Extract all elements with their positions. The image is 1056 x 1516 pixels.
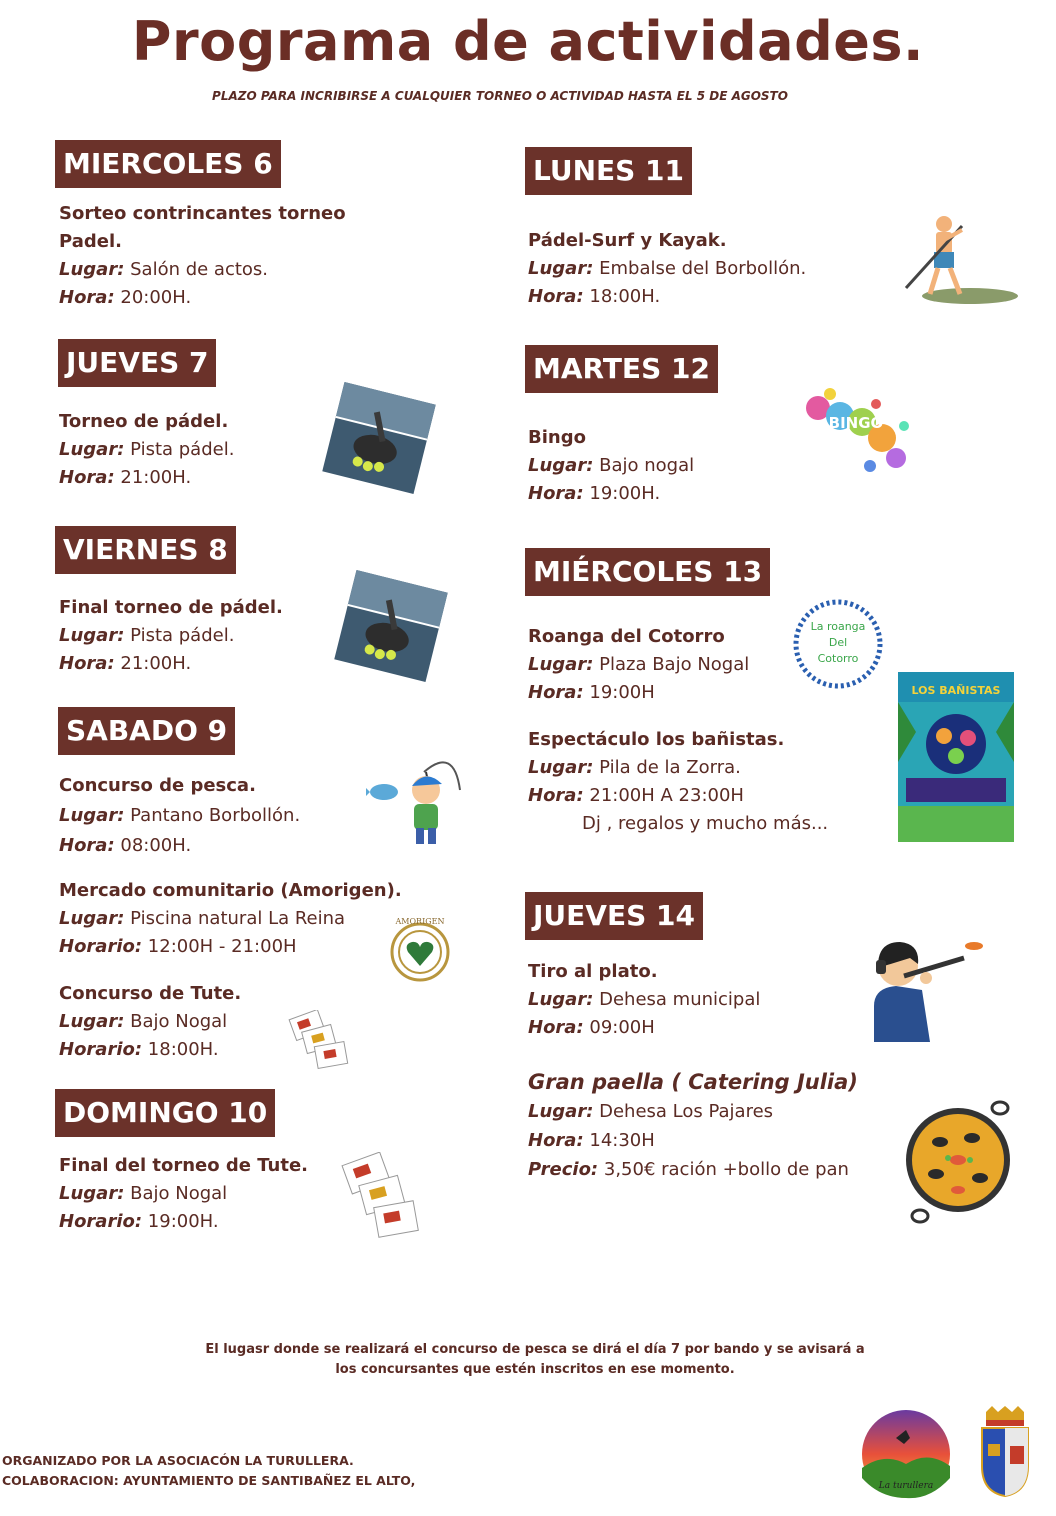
hora-value: 14:30H — [583, 1130, 655, 1151]
activity-name-cont: Padel. — [59, 231, 122, 252]
activity-roanga — [528, 623, 749, 707]
activity-name: Torneo de pádel. — [59, 411, 229, 432]
pesca-location-note — [150, 1340, 920, 1380]
banistas-lettering: LOS BAÑISTAS — [911, 684, 1001, 697]
roanga-logo — [792, 598, 884, 690]
lugar-label: Lugar: — [59, 625, 125, 646]
activity-name: Gran paella ( Catering Julia) — [528, 1070, 858, 1094]
activity-pesca — [59, 771, 300, 861]
hora-label: Hora: — [528, 682, 584, 703]
precio-label: Precio: — [528, 1159, 599, 1180]
hora-label: Hora: — [59, 653, 115, 674]
lugar-value: Piscina natural La Reina — [124, 908, 346, 929]
fishing-kid-icon — [366, 750, 466, 850]
horario-value: 19:00H. — [142, 1211, 219, 1232]
hora-value: 19:00H. — [583, 483, 661, 504]
collaboration-text: COLABORACION: AYUNTAMIENTO DE SANTIBAÑEZ EL ALTO, — [2, 1473, 416, 1488]
activity-name: Pádel-Surf y Kayak. — [528, 230, 727, 251]
hora-label: Hora: — [528, 286, 584, 307]
activity-tute — [59, 980, 241, 1064]
padel-court-photo — [320, 382, 438, 494]
day-header-lunes-11: LUNES 11 — [525, 147, 692, 195]
turullera-logo — [860, 1408, 952, 1500]
note-line-2: los concursantes que estén inscritos en ese momento. — [335, 1362, 735, 1377]
lugar-value: Pantano Borbollón. — [124, 805, 301, 826]
horario-label: Horario: — [59, 1039, 143, 1060]
activity-final-tute — [59, 1152, 308, 1236]
lugar-label: Lugar: — [528, 989, 594, 1010]
activity-bingo — [528, 424, 694, 508]
day-header-sabado-9: SABADO 9 — [58, 707, 235, 755]
town-coat-of-arms — [978, 1406, 1032, 1498]
activity-torneo-padel — [59, 408, 234, 492]
hora-label: Hora: — [59, 467, 115, 488]
activity-sorteo — [59, 200, 346, 312]
lugar-label: Lugar: — [59, 805, 125, 826]
day-header-miercoles-6: MIERCOLES 6 — [55, 140, 281, 188]
activity-banistas — [528, 726, 828, 838]
registration-deadline: PLAZO PARA INCRIBIRSE A CUALQUIER TORNEO O ACTIVIDAD HASTA EL 5 DE AGOSTO — [212, 89, 788, 103]
lugar-label: Lugar: — [59, 259, 125, 280]
hora-value: 08:00H. — [114, 835, 192, 856]
lugar-value: Pista pádel. — [124, 625, 235, 646]
hora-label: Hora: — [59, 835, 115, 856]
lugar-value: Plaza Bajo Nogal — [593, 654, 750, 675]
activity-name: Final del torneo de Tute. — [59, 1155, 309, 1176]
playing-cards-icon — [340, 1152, 430, 1248]
activity-name: Concurso de Tute. — [59, 983, 242, 1004]
activity-name: Roanga del Cotorro — [528, 626, 725, 647]
activity-paella — [528, 1068, 858, 1184]
lugar-value: Bajo nogal — [593, 455, 695, 476]
activity-final-padel — [59, 594, 283, 678]
lugar-value: Pista pádel. — [124, 439, 235, 460]
padel-racket-photo — [332, 570, 450, 682]
lugar-value: Bajo Nogal — [124, 1011, 228, 1032]
hora-label: Hora: — [528, 1017, 584, 1038]
lugar-value: Embalse del Borbollón. — [593, 258, 807, 279]
bingo-balls-icon — [800, 386, 912, 478]
activity-name: Final torneo de pádel. — [59, 597, 283, 618]
hora-value: 21:00H. — [114, 653, 192, 674]
paella-pan-icon — [900, 1098, 1010, 1224]
hora-value: 18:00H. — [583, 286, 661, 307]
amorigen-lettering: AMORIGEN — [395, 917, 445, 926]
activity-name: Tiro al plato. — [528, 961, 658, 982]
hora-label: Hora: — [59, 287, 115, 308]
day-header-viernes-8: VIERNES 8 — [55, 526, 236, 574]
lugar-label: Lugar: — [59, 1011, 125, 1032]
lugar-label: Lugar: — [528, 1101, 594, 1122]
roanga-lettering-1: La roanga — [810, 620, 866, 633]
page-title: Programa de actividades. — [131, 10, 925, 73]
hora-value: 09:00H — [583, 1017, 655, 1038]
activity-tiro — [528, 958, 760, 1042]
lugar-label: Lugar: — [528, 757, 594, 778]
day-header-jueves-7: JUEVES 7 — [58, 339, 216, 387]
activity-name: Bingo — [528, 427, 586, 448]
day-header-miercoles-13: MIÉRCOLES 13 — [525, 548, 770, 596]
day-header-jueves-14: JUEVES 14 — [525, 892, 703, 940]
hora-value: 20:00H. — [114, 287, 192, 308]
hora-label: Hora: — [528, 1130, 584, 1151]
hora-label: Hora: — [528, 785, 584, 806]
lugar-label: Lugar: — [59, 908, 125, 929]
activity-mercado — [59, 877, 402, 961]
playing-cards-icon — [288, 1010, 358, 1078]
lugar-label: Lugar: — [59, 439, 125, 460]
horario-label: Horario: — [59, 936, 143, 957]
precio-value: 3,50€ ración +bollo de pan — [598, 1159, 849, 1180]
amorigen-logo — [386, 914, 454, 984]
activity-name: Sorteo contrincantes torneo — [59, 203, 346, 224]
hora-label: Hora: — [528, 483, 584, 504]
lugar-value: Salón de actos. — [124, 259, 269, 280]
organizer-text: ORGANIZADO POR LA ASOCIACÓN LA TURULLERA. — [2, 1453, 354, 1468]
day-header-domingo-10: DOMINGO 10 — [55, 1089, 275, 1137]
activity-kayak — [528, 227, 806, 311]
lugar-value: Bajo Nogal — [124, 1183, 228, 1204]
day-header-martes-12: MARTES 12 — [525, 345, 718, 393]
note-line-1: El lugasr donde se realizará el concurso de pesca se dirá el día 7 por bando y se avisará a — [205, 1342, 865, 1357]
activity-name: Mercado comunitario (Amorigen). — [59, 880, 402, 901]
lugar-label: Lugar: — [528, 654, 594, 675]
horario-value: 18:00H. — [142, 1039, 219, 1060]
hora-value: 19:00H — [583, 682, 655, 703]
activity-extra: Dj , regalos y mucho más... — [582, 813, 829, 834]
lugar-value: Dehesa Los Pajares — [593, 1101, 774, 1122]
activity-name: Espectáculo los bañistas. — [528, 729, 785, 750]
horario-value: 12:00H - 21:00H — [142, 936, 297, 957]
roanga-lettering-2: Del — [828, 636, 848, 649]
banistas-poster — [898, 672, 1014, 842]
hora-value: 21:00H. — [114, 467, 192, 488]
lugar-value: Dehesa municipal — [593, 989, 761, 1010]
activity-name: Concurso de pesca. — [59, 775, 256, 796]
horario-label: Horario: — [59, 1211, 143, 1232]
hora-value: 21:00H A 23:00H — [583, 785, 744, 806]
clay-shooter-icon — [870, 936, 988, 1042]
bingo-lettering: BINGO — [828, 414, 884, 432]
lugar-value: Pila de la Zorra. — [593, 757, 741, 778]
lugar-label: Lugar: — [59, 1183, 125, 1204]
lugar-label: Lugar: — [528, 455, 594, 476]
turullera-lettering: La turullera — [878, 1481, 934, 1491]
paddle-surf-icon — [900, 212, 1022, 308]
roanga-lettering-3: Cotorro — [817, 652, 859, 665]
lugar-label: Lugar: — [528, 258, 594, 279]
